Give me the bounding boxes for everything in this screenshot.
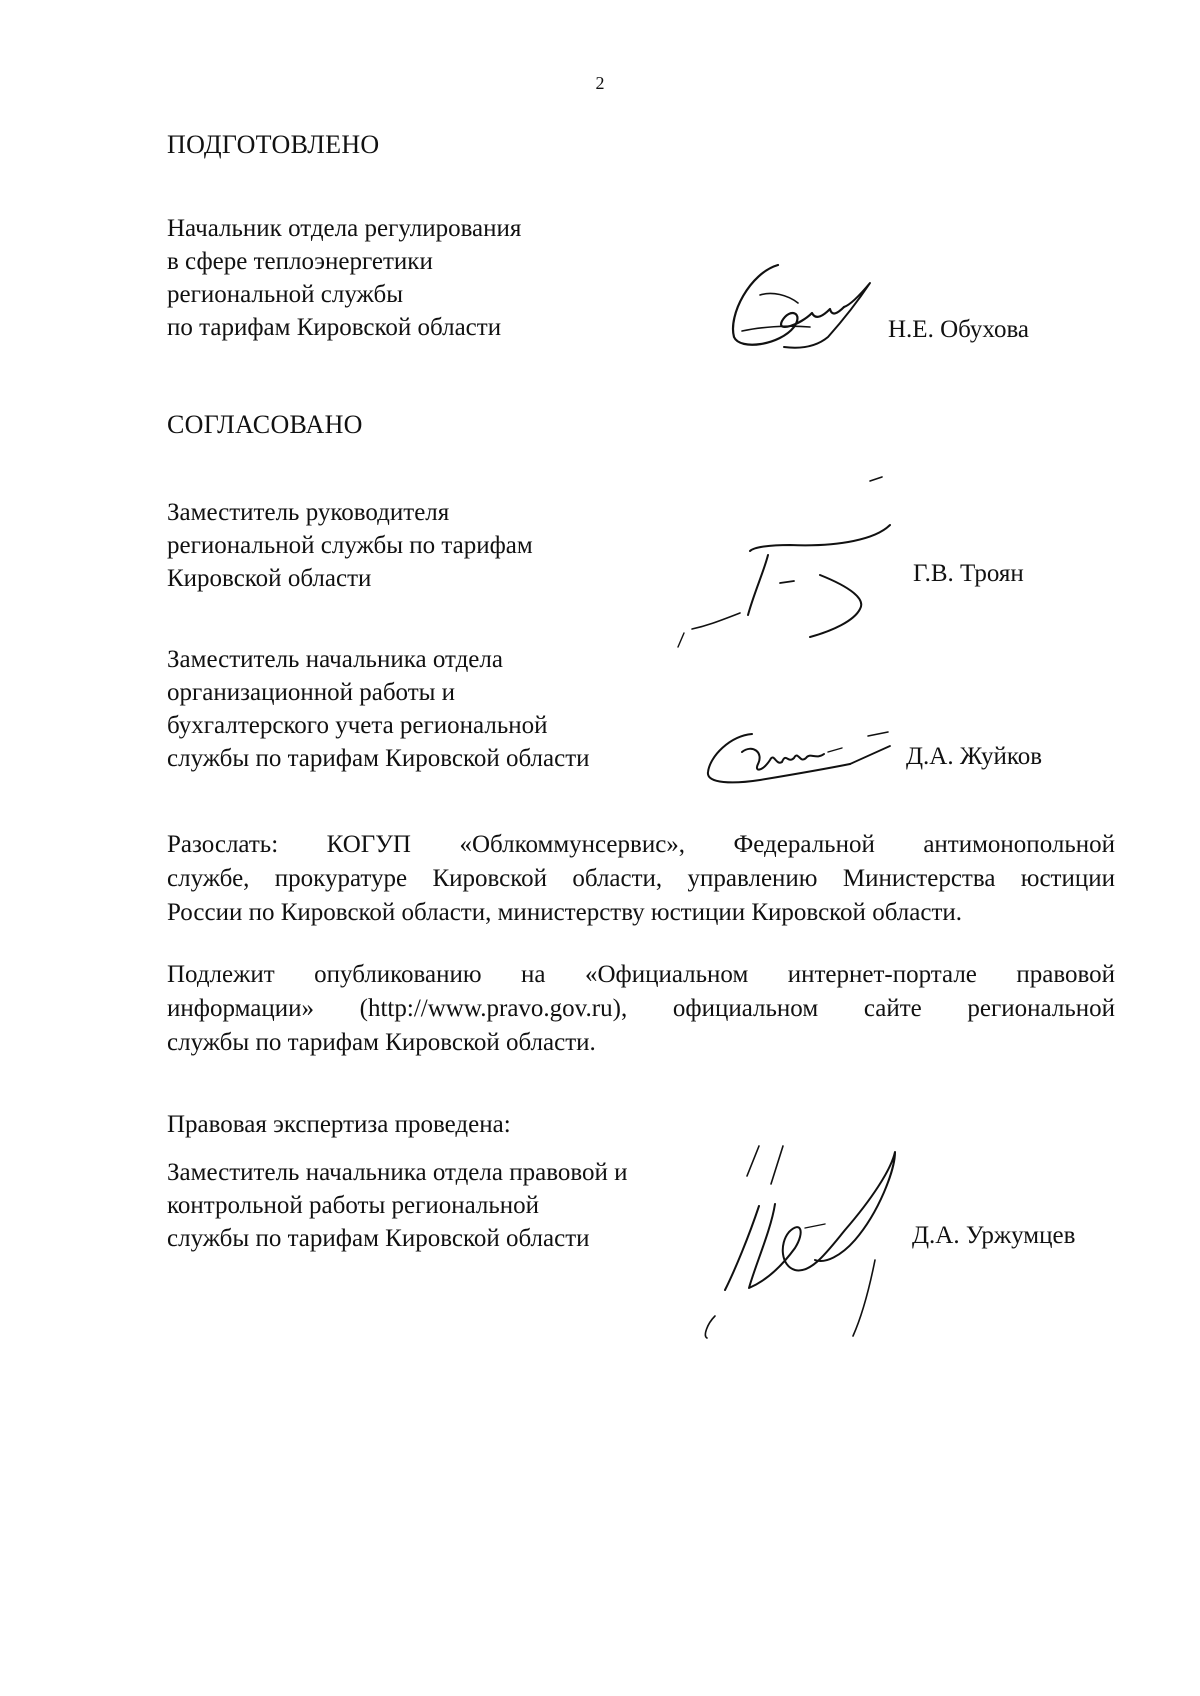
signature-urzhumtsev <box>655 1140 925 1340</box>
legal-review-label: Правовая экспертиза проведена: <box>167 1111 511 1138</box>
agreed-signer-1-position <box>167 496 533 595</box>
distribution-line: России по Кировской области, министерству юстиции Кировской области. <box>167 899 963 926</box>
position-line: в сфере теплоэнергетики <box>167 248 433 275</box>
prepared-name: Н.Е. Обухова <box>888 316 1030 343</box>
signature-zhuikov <box>700 722 900 792</box>
page-number: 2 <box>595 73 605 93</box>
position-line: службы по тарифам Кировской области <box>167 1225 590 1252</box>
agreed-signer-1-name: Г.В. Троян <box>913 560 1024 587</box>
distribution-line: Разослать: КОГУП «Облкоммунсервис», Федеральной антимонопольной <box>167 831 1115 858</box>
legal-review-name: Д.А. Уржумцев <box>912 1222 1076 1249</box>
position-line: по тарифам Кировской области <box>167 314 502 341</box>
signature-obukhova <box>720 255 890 355</box>
position-line: бухгалтерского учета региональной <box>167 712 548 739</box>
distribution-line: службе, прокуратуре Кировской области, управлению Министерства юстиции <box>167 865 1115 892</box>
agreed-signer-2-name: Д.А. Жуйков <box>906 743 1043 770</box>
prepared-position <box>167 212 521 344</box>
position-line: Кировской области <box>167 565 372 592</box>
publication-paragraph <box>167 958 1115 1060</box>
position-line: региональной службы <box>167 281 404 308</box>
position-line: Заместитель начальника отдела <box>167 646 503 673</box>
position-line: Заместитель начальника отдела правовой и <box>167 1159 628 1186</box>
position-line: организационной работы и <box>167 679 456 706</box>
agreed-heading: СОГЛАСОВАНО <box>167 410 363 439</box>
publication-line: Подлежит опубликованию на «Официальном интернет-портале правовой <box>167 961 1115 988</box>
position-line: региональной службы по тарифам <box>167 532 533 559</box>
position-line: Заместитель руководителя <box>167 499 450 526</box>
prepared-heading: ПОДГОТОВЛЕНО <box>167 130 380 159</box>
legal-review-position <box>167 1156 627 1255</box>
signature-troyan <box>670 475 900 655</box>
publication-line: службы по тарифам Кировской области. <box>167 1029 596 1056</box>
distribution-paragraph <box>167 828 1115 930</box>
agreed-signer-2-position <box>167 643 590 775</box>
position-line: контрольной работы региональной <box>167 1192 540 1219</box>
position-line: Начальник отдела регулирования <box>167 215 522 242</box>
publication-line: информации» (http://www.pravo.gov.ru), официальном сайте региональной <box>167 995 1115 1022</box>
position-line: службы по тарифам Кировской области <box>167 745 590 772</box>
